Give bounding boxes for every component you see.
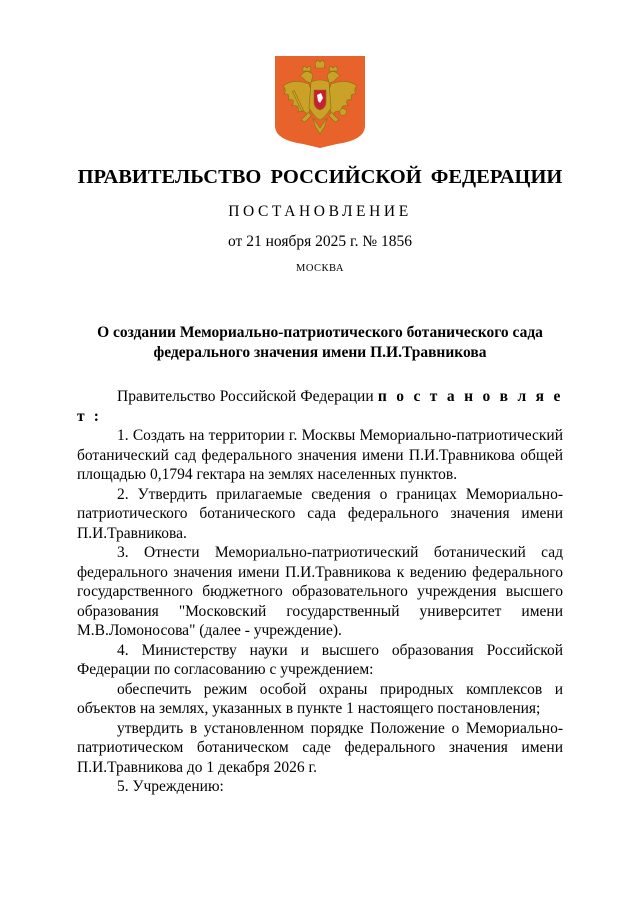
russian-coat-of-arms-icon	[275, 56, 365, 148]
paragraph-4a: обеспечить режим особой охраны природных комплексов и объектов на землях, указанных в пункте 1 настоящего постановления;	[77, 680, 563, 717]
paragraph-4: 4. Министерству науки и высшего образования Российской Федерации по согласованию с учреждением:	[77, 641, 563, 678]
paragraph-5: 5. Учреждению:	[117, 778, 224, 795]
intro-paragraph	[77, 387, 563, 426]
document-type: ПОСТАНОВЛЕНИЕ	[228, 203, 412, 220]
document-city: МОСКВА	[296, 263, 344, 274]
document-date-number: от 21 ноября 2025 г. № 1856	[228, 233, 412, 250]
intro-text: Правительство Российской Федерации	[117, 388, 378, 405]
decree-word: п о с т а н о в л я е т :	[77, 388, 563, 425]
paragraph-3: 3. Отнести Мемориально-патриотический ботанический сад федерального значения имени П.И.Травникова к ведению федерального государственного бюджетного образовательного учреждения высшего образования "Московский государственный университет имени М.В.Ломоносова" (далее - учреждение).	[77, 544, 563, 639]
paragraph-2: 2. Утвердить прилагаемые сведения о границах Мемориально-патриотического ботанического сада федерального значения имени П.И.Травникова.	[77, 485, 563, 542]
government-title: ПРАВИТЕЛЬСТВО РОССИЙСКОЙ ФЕДЕРАЦИИ	[77, 166, 563, 188]
document-title: О создании Мемориально-патриотического ботанического сада федерального значения имени П.И.Травникова	[97, 324, 543, 361]
document-body	[77, 387, 563, 797]
paragraph-4b: утвердить в установленном порядке Положение о Мемориально-патриотическом ботаническом саде федерального значения имени П.И.Травникова до 1 декабря 2026 г.	[77, 719, 563, 776]
paragraph-1: 1. Создать на территории г. Москвы Мемориально-патриотический ботанический сад федерального значения имени П.И.Травникова общей площадью 0,1794 гектара на землях населенных пунктов.	[77, 427, 563, 483]
